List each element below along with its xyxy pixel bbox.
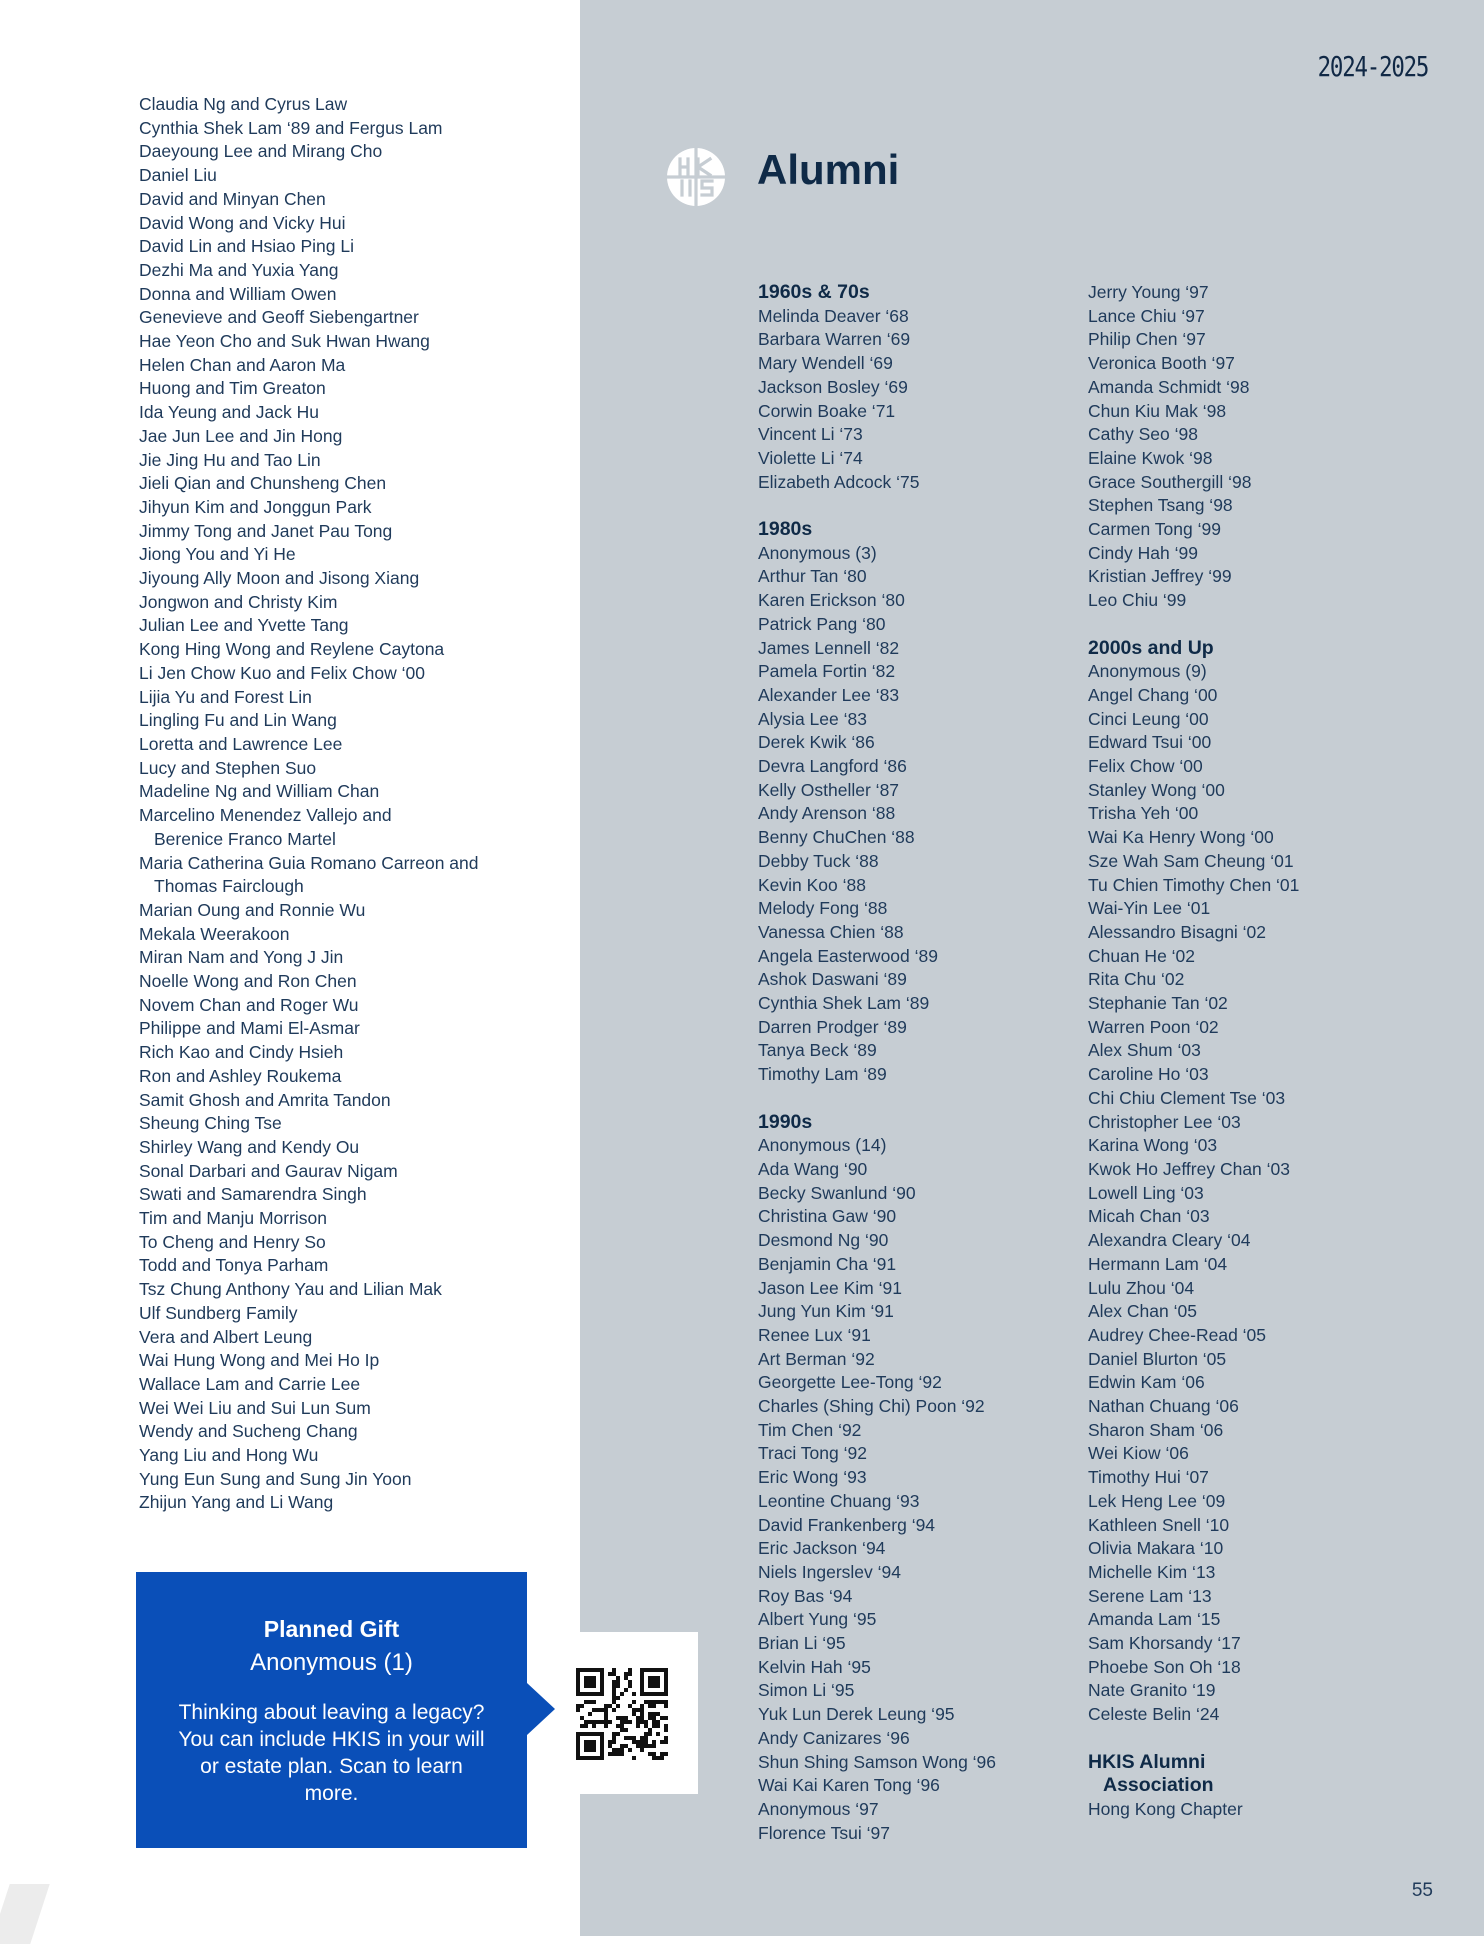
alumni-name: Art Berman ‘92 [758, 1348, 875, 1369]
donor-entry: Lingling Fu and Lin Wang [139, 710, 337, 731]
alumni-name: Arthur Tan ‘80 [758, 566, 867, 587]
donor-entry: Todd and Tonya Parham [139, 1255, 329, 1276]
donor-entry: Li Jen Chow Kuo and Felix Chow ‘00 [139, 662, 425, 683]
donor-entry: Helen Chan and Aaron Ma [139, 354, 346, 375]
alumni-name: Georgette Lee-Tong ‘92 [758, 1372, 942, 1393]
alumni-name: Patrick Pang ‘80 [758, 613, 886, 634]
alumni-name: Kathleen Snell ‘10 [1088, 1514, 1230, 1535]
alumni-name: Amanda Schmidt ‘98 [1088, 376, 1250, 397]
alumni-name: Caroline Ho ‘03 [1088, 1064, 1209, 1085]
alumni-name: Jerry Young ‘97 [1088, 282, 1209, 302]
alumni-name: Anonymous (14) [758, 1135, 887, 1156]
alumni-name: Kristian Jeffrey ‘99 [1088, 566, 1232, 587]
alumni-name: Shun Shing Samson Wong ‘96 [758, 1751, 997, 1772]
alumni-name: Kelvin Hah ‘95 [758, 1656, 871, 1677]
alumni-name: Kevin Koo ‘88 [758, 874, 866, 895]
alumni-name: David Frankenberg ‘94 [758, 1514, 936, 1535]
alumni-name: Anonymous (9) [1088, 661, 1207, 682]
alumni-name: Vanessa Chien ‘88 [758, 921, 904, 942]
donor-entry: Jihyun Kim and Jonggun Park [139, 496, 372, 517]
alumni-name: Alex Shum ‘03 [1088, 1040, 1201, 1061]
alumni-name: Nate Granito ‘19 [1088, 1680, 1216, 1701]
alumni-name: James Lennell ‘82 [758, 637, 900, 658]
donor-entry: Yung Eun Sung and Sung Jin Yoon [139, 1468, 412, 1489]
donor-entry: Sonal Darbari and Gaurav Nigam [139, 1160, 398, 1181]
alumni-name: Ashok Daswani ‘89 [758, 969, 907, 990]
donor-entry: Hae Yeon Cho and Suk Hwan Hwang [139, 331, 430, 352]
donor-entry: Lijia Yu and Forest Lin [139, 686, 312, 707]
alumni-name: Stephen Tsang ‘98 [1088, 495, 1233, 516]
donor-entry: Marian Oung and Ronnie Wu [139, 899, 366, 920]
donor-entry: Vera and Albert Leung [139, 1326, 313, 1347]
alumni-name: Daniel Blurton ‘05 [1088, 1348, 1227, 1369]
alumni-name: Tim Chen ‘92 [758, 1419, 862, 1440]
alumni-name: Leontine Chuang ‘93 [758, 1490, 920, 1511]
donor-entry: Swati and Samarendra Singh [139, 1184, 367, 1205]
donor-entry: Kong Hing Wong and Reylene Caytona [139, 639, 445, 660]
alumni-section [758, 518, 1068, 1087]
alumni-name: Leo Chiu ‘99 [1088, 590, 1187, 611]
alumni-name: Florence Tsui ‘97 [758, 1822, 890, 1843]
planned-gift-pointer [527, 1683, 555, 1735]
alumni-name: Alexandra Cleary ‘04 [1088, 1230, 1251, 1251]
donor-entry: Tsz Chung Anthony Yau and Lilian Mak [139, 1279, 442, 1300]
alumni-name: Tanya Beck ‘89 [758, 1040, 877, 1061]
alumni-name: Angel Chang ‘00 [1088, 684, 1218, 705]
alumni-name: Stanley Wong ‘00 [1088, 779, 1225, 800]
alumni-name: Michelle Kim ‘13 [1088, 1561, 1216, 1582]
donor-entry: Rich Kao and Cindy Hsieh [139, 1042, 344, 1063]
alumni-name: Benjamin Cha ‘91 [758, 1253, 897, 1274]
alumni-name: Christopher Lee ‘03 [1088, 1111, 1241, 1132]
alumni-name: Roy Bas ‘94 [758, 1585, 853, 1606]
alumni-name: Lance Chiu ‘97 [1088, 305, 1205, 326]
donor-entry: Mekala Weerakoon [139, 923, 290, 944]
alumni-name: Melody Fong ‘88 [758, 898, 888, 919]
alumni-name: Alessandro Bisagni ‘02 [1088, 921, 1267, 942]
alumni-name: Warren Poon ‘02 [1088, 1016, 1219, 1037]
association-chapter: Hong Kong Chapter [1088, 1798, 1243, 1819]
page-number: 55 [1411, 1880, 1433, 1901]
donor-entry: Jimmy Tong and Janet Pau Tong [139, 520, 393, 541]
donor-entry: Cynthia Shek Lam ‘89 and Fergus Lam [139, 117, 443, 138]
alumni-name: Wai Ka Henry Wong ‘00 [1088, 827, 1274, 848]
alumni-name: Felix Chow ‘00 [1088, 756, 1203, 777]
alumni-section [758, 1111, 1068, 1846]
alumni-name: Micah Chan ‘03 [1088, 1206, 1210, 1227]
alumni-name: Benny ChuChen ‘88 [758, 827, 915, 848]
alumni-section [758, 281, 1068, 494]
donor-entry: Claudia Ng and Cyrus Law [139, 94, 348, 114]
donor-entry: Daeyoung Lee and Mirang Cho [139, 141, 383, 162]
alumni-name: Timothy Hui ‘07 [1088, 1467, 1209, 1488]
alumni-name: Andy Arenson ‘88 [758, 803, 896, 824]
alumni-name: Barbara Warren ‘69 [758, 329, 911, 350]
alumni-name: Niels Ingerslev ‘94 [758, 1561, 901, 1582]
alumni-name: Eric Jackson ‘94 [758, 1538, 886, 1559]
section-title: 1960s & 70s [758, 281, 870, 303]
alumni-name: Chun Kiu Mak ‘98 [1088, 400, 1227, 421]
alumni-name: Hermann Lam ‘04 [1088, 1253, 1228, 1274]
donor-entry: Jae Jun Lee and Jin Hong [139, 425, 343, 446]
alumni-name: Cathy Seo ‘98 [1088, 424, 1198, 445]
donor-entry: Marcelino Menendez Vallejo and Berenice Franco Martel [139, 805, 392, 849]
donor-entry: Shirley Wang and Kendy Ou [139, 1136, 360, 1157]
alumni-name: Alexander Lee ‘83 [758, 684, 900, 705]
alumni-name: Grace Southergill ‘98 [1088, 471, 1252, 492]
donor-entry: Jongwon and Christy Kim [139, 591, 338, 612]
alumni-name: Lek Heng Lee ‘09 [1088, 1490, 1226, 1511]
hkis-crest-icon [666, 147, 726, 207]
alumni-name: Sze Wah Sam Cheung ‘01 [1088, 850, 1294, 871]
alumni-name: Jung Yun Kim ‘91 [758, 1301, 894, 1322]
alumni-name: Phoebe Son Oh ‘18 [1088, 1656, 1241, 1677]
alumni-name: Serene Lam ‘13 [1088, 1585, 1212, 1606]
alumni-name: Audrey Chee-Read ‘05 [1088, 1324, 1267, 1345]
alumni-name: Carmen Tong ‘99 [1088, 519, 1221, 540]
donor-entry: Donna and William Owen [139, 283, 337, 304]
alumni-name: Melinda Deaver ‘68 [758, 305, 909, 326]
year-label: 2024-2025 [1317, 50, 1428, 83]
donor-entry: Wallace Lam and Carrie Lee [139, 1373, 361, 1394]
alumni-name: Stephanie Tan ‘02 [1088, 993, 1228, 1014]
alumni-name: Becky Swanlund ‘90 [758, 1182, 916, 1203]
alumni-name: Olivia Makara ‘10 [1088, 1538, 1224, 1559]
alumni-name: Edward Tsui ‘00 [1088, 732, 1212, 753]
planned-gift-box [136, 1572, 527, 1848]
donor-entry: Zhijun Yang and Li Wang [139, 1492, 334, 1513]
alumni-name: Brian Li ‘95 [758, 1633, 846, 1654]
alumni-name: Elaine Kwok ‘98 [1088, 447, 1213, 468]
planned-gift-text: Thinking about leaving a legacy? You can include HKIS in your will or estate plan. Scan to learn more. [178, 1701, 485, 1805]
planned-gift-title: Planned Gift [263, 1616, 400, 1642]
donor-entry: Samit Ghosh and Amrita Tandon [139, 1089, 391, 1110]
donor-entry: Ron and Ashley Roukema [139, 1065, 342, 1086]
alumni-name: Cindy Hah ‘99 [1088, 542, 1198, 563]
donor-entry: Noelle Wong and Ron Chen [139, 971, 357, 992]
alumni-name: Elizabeth Adcock ‘75 [758, 471, 920, 492]
alumni-name: Lulu Zhou ‘04 [1088, 1277, 1195, 1298]
alumni-name: Wai-Yin Lee ‘01 [1088, 898, 1211, 919]
donor-entry: David Lin and Hsiao Ping Li [139, 236, 354, 257]
alumni-name: Jackson Bosley ‘69 [758, 376, 908, 397]
alumni-name: Tu Chien Timothy Chen ‘01 [1088, 874, 1300, 895]
alumni-name: Andy Canizares ‘96 [758, 1727, 910, 1748]
alumni-name: Chuan He ‘02 [1088, 945, 1196, 966]
section-title: 1980s [758, 518, 813, 541]
alumni-name: Amanda Lam ‘15 [1088, 1609, 1221, 1630]
alumni-name: Sam Khorsandy ‘17 [1088, 1633, 1241, 1654]
alumni-name: Corwin Boake ‘71 [758, 400, 896, 421]
donor-list [139, 93, 569, 1515]
donor-entry: To Cheng and Henry So [139, 1231, 326, 1252]
alumni-name: Wei Kiow ‘06 [1088, 1443, 1189, 1464]
alumni-section [1088, 281, 1468, 613]
alumni-name: Pamela Fortin ‘82 [758, 661, 896, 682]
donor-entry: Philippe and Mami El-Asmar [139, 1018, 360, 1039]
section-title: 2000s and Up [1088, 636, 1214, 659]
alumni-name: Ada Wang ‘90 [758, 1158, 868, 1179]
donor-entry: Jiyoung Ally Moon and Jisong Xiang [139, 568, 420, 589]
donor-entry: Daniel Liu [139, 165, 217, 186]
alumni-name: Nathan Chuang ‘06 [1088, 1396, 1239, 1417]
alumni-name: Edwin Kam ‘06 [1088, 1372, 1205, 1393]
alumni-column-b [1088, 281, 1468, 1845]
alumni-name: Yuk Lun Derek Leung ‘95 [758, 1704, 955, 1725]
alumni-name: Devra Langford ‘86 [758, 756, 907, 777]
alumni-name: Celeste Belin ‘24 [1088, 1704, 1220, 1725]
donor-entry: Miran Nam and Yong J Jin [139, 947, 344, 968]
page-title: Alumni [757, 146, 900, 193]
donor-entry: Wei Wei Liu and Sui Lun Sum [139, 1397, 371, 1418]
qr-code-icon[interactable] [576, 1668, 668, 1760]
donor-entry: Jie Jing Hu and Tao Lin [139, 449, 321, 470]
alumni-name: Darren Prodger ‘89 [758, 1016, 907, 1037]
donor-entry: Dezhi Ma and Yuxia Yang [139, 259, 339, 280]
alumni-name: Derek Kwik ‘86 [758, 732, 875, 753]
alumni-name: Christina Gaw ‘90 [758, 1206, 897, 1227]
alumni-name: Traci Tong ‘92 [758, 1443, 867, 1464]
donor-entry: Jiong You and Yi He [139, 544, 296, 565]
alumni-name: Vincent Li ‘73 [758, 424, 863, 445]
alumni-name: Veronica Booth ‘97 [1088, 353, 1235, 374]
alumni-name: Philip Chen ‘97 [1088, 329, 1206, 350]
alumni-name: Desmond Ng ‘90 [758, 1230, 889, 1251]
planned-gift-subtitle: Anonymous (1) [250, 1649, 413, 1676]
donor-entry: Ida Yeung and Jack Hu [139, 402, 320, 423]
donor-entry: Loretta and Lawrence Lee [139, 733, 343, 754]
alumni-name: Angela Easterwood ‘89 [758, 945, 938, 966]
alumni-name: Mary Wendell ‘69 [758, 353, 893, 374]
alumni-name: Sharon Sham ‘06 [1088, 1419, 1224, 1440]
association-section [1088, 1751, 1468, 1822]
decorative-corner-mark [0, 1884, 50, 1944]
alumni-section [1088, 637, 1468, 1727]
alumni-name: Timothy Lam ‘89 [758, 1064, 887, 1085]
qr-code-panel[interactable] [566, 1632, 698, 1794]
alumni-name: Trisha Yeh ‘00 [1088, 803, 1199, 824]
alumni-name: Charles (Shing Chi) Poon ‘92 [758, 1396, 985, 1417]
alumni-name: Kelly Ostheller ‘87 [758, 779, 900, 800]
donor-entry: Novem Chan and Roger Wu [139, 994, 359, 1015]
alumni-name: Jason Lee Kim ‘91 [758, 1277, 902, 1298]
alumni-name: Cinci Leung ‘00 [1088, 708, 1209, 729]
donor-entry: Wendy and Sucheng Chang [139, 1421, 358, 1442]
donor-entry: Genevieve and Geoff Siebengartner [139, 307, 419, 328]
alumni-name: Anonymous (3) [758, 542, 877, 563]
alumni-name: Violette Li ‘74 [758, 447, 863, 468]
alumni-name: Kwok Ho Jeffrey Chan ‘03 [1088, 1159, 1291, 1179]
donor-entry: Sheung Ching Tse [139, 1113, 282, 1134]
donor-entry: Maria Catherina Guia Romano Carreon and Thomas Fairclough [139, 852, 479, 897]
alumni-column-a [758, 281, 1068, 1869]
alumni-name: Albert Yung ‘95 [758, 1609, 877, 1630]
alumni-name: Simon Li ‘95 [758, 1680, 855, 1701]
association-title: HKIS Alumni Association [1088, 1750, 1214, 1797]
alumni-name: Anonymous ‘97 [758, 1798, 879, 1819]
alumni-name: Debby Tuck ‘88 [758, 850, 879, 871]
alumni-name: Chi Chiu Clement Tse ‘03 [1088, 1087, 1286, 1108]
donor-entry: Huong and Tim Greaton [139, 378, 326, 399]
section-title: 1990s [758, 1110, 813, 1133]
donor-entry: Jieli Qian and Chunsheng Chen [139, 473, 387, 494]
alumni-name: Wai Kai Karen Tong ‘96 [758, 1775, 940, 1796]
donor-entry: Julian Lee and Yvette Tang [139, 615, 349, 636]
donor-entry: Ulf Sundberg Family [139, 1302, 298, 1323]
alumni-name: Renee Lux ‘91 [758, 1324, 871, 1345]
donor-entry: Lucy and Stephen Suo [139, 757, 317, 778]
alumni-name: Alysia Lee ‘83 [758, 708, 867, 729]
donor-entry: Wai Hung Wong and Mei Ho Ip [139, 1350, 380, 1371]
donor-entry: Yang Liu and Hong Wu [139, 1445, 319, 1466]
alumni-name: Rita Chu ‘02 [1088, 969, 1185, 990]
alumni-name: Eric Wong ‘93 [758, 1467, 867, 1488]
alumni-name: Karen Erickson ‘80 [758, 590, 905, 611]
donor-entry: Tim and Manju Morrison [139, 1208, 328, 1229]
donor-entry: David Wong and Vicky Hui [139, 212, 346, 233]
alumni-name: Cynthia Shek Lam ‘89 [758, 993, 930, 1014]
alumni-name: Alex Chan ‘05 [1088, 1301, 1197, 1322]
alumni-name: Lowell Ling ‘03 [1088, 1182, 1204, 1203]
donor-entry: Madeline Ng and William Chan [139, 781, 380, 802]
alumni-name: Karina Wong ‘03 [1088, 1135, 1218, 1156]
donor-entry: David and Minyan Chen [139, 188, 326, 209]
